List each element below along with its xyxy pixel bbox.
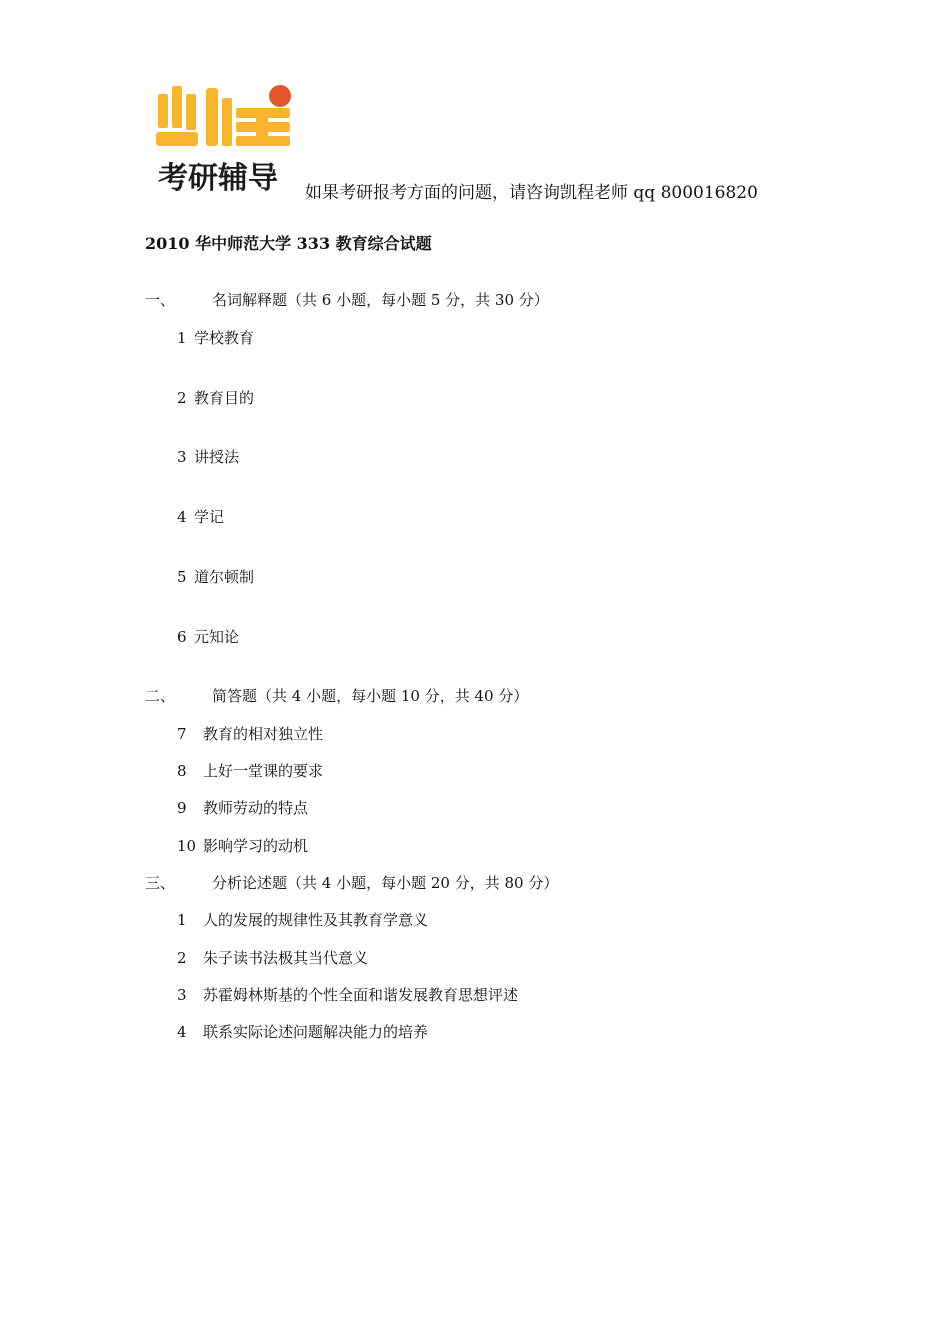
list-item: 2 朱子读书法极其当代意义 [177, 949, 369, 967]
list-item: 1 人的发展的规律性及其教育学意义 [177, 911, 429, 929]
section-2-number: 二、 [145, 687, 176, 705]
section-2-title: 简答题（共 4 小题，每小题 10 分，共 40 分） [212, 687, 529, 705]
list-item: 4 学记 [177, 508, 225, 526]
exam-title: 2010 华中师范大学 333 教育综合试题 [145, 234, 432, 253]
list-item: 7 教育的相对独立性 [177, 725, 324, 743]
list-item: 5 道尔顿制 [177, 568, 255, 586]
kaicheng-logo [152, 80, 302, 196]
list-item: 3 苏霍姆林斯基的个性全面和谐发展教育思想评述 [177, 986, 519, 1004]
list-item: 9 教师劳动的特点 [177, 799, 309, 817]
list-item: 3 讲授法 [177, 448, 240, 466]
list-item: 6 元知论 [177, 628, 240, 646]
section-1-number: 一、 [145, 291, 176, 309]
contact-note: 如果考研报考方面的问题，请咨询凯程老师 qq 800016820 [305, 183, 758, 203]
logo-bottom-text: 考研辅导 [158, 161, 278, 196]
list-item: 10 影响学习的动机 [177, 837, 309, 855]
section-1-title: 名词解释题（共 6 小题，每小题 5 分，共 30 分） [212, 291, 549, 309]
list-item: 1 学校教育 [177, 329, 255, 347]
section-3-number: 三、 [145, 874, 176, 892]
list-item: 8 上好一堂课的要求 [177, 762, 324, 780]
section-3-title: 分析论述题（共 4 小题，每小题 20 分，共 80 分） [212, 874, 559, 892]
list-item: 2 教育目的 [177, 389, 255, 407]
list-item: 4 联系实际论述问题解决能力的培养 [177, 1023, 429, 1041]
